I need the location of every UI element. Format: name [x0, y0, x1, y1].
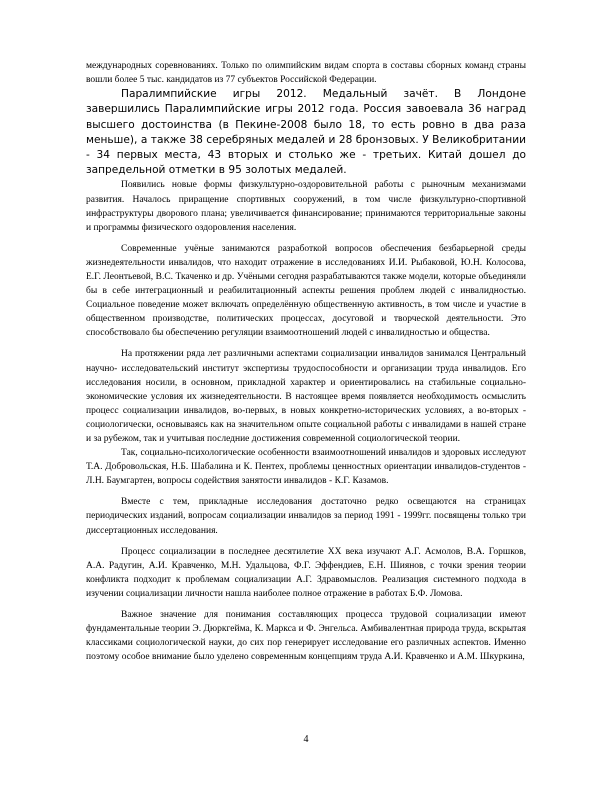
- paragraph-continued: международных соревнованиях. Только по олимпийским видам спорта в составы сборных команд страны вошли более 5 тыс. кандидатов из 77 субъектов Российской Федерации.: [86, 61, 526, 86]
- paragraph-modern-scientists: Современные учёные занимаются разработкой вопросов обеспечения безбарьерной среды жизнедеятельности инвалидов, что находит отражение в исследованиях И.И. Рыбаковой, Ю.Н. Колосова, Е.Г. Леонтьевой, В.С. Ткаченко и др. Учёными сегодня разрабатываются также модели, которые объединяли бы в себе интеграционный и реабилитационный аспекты решения проблем людей с инвалидностью. Социальное поведение может включать определённую общественную активность, в том числе и участие в общественном производстве, политических процессах, досуговой и творческой деятельности. Это способствовало бы обеспечению регуляции взаимоотношений людей с инвалидностью и общества.: [86, 243, 526, 339]
- page-number: 4: [303, 734, 309, 745]
- paragraph-psychological-features: Так, социально-психологические особенности взаимоотношений инвалидов и здоровых исследуют Т.А. Добровольская, Н.Б. Шабалина и К. Пентех, проблемы ценностных ориентации инвалидов-студентов - Л.Н. Баумгартен, вопросы содействия занятости инвалидов - К.Г. Казамов.: [86, 448, 526, 487]
- paragraph-labor-theories: Важное значение для понимания составляющих процесса трудовой социализации имеют фундаментальные теории Э. Дюркгейма, К. Маркса и Ф. Энгельса. Амбивалентная природа труда, вскрытая классиками социологической науки, до сих пор генерирует исследование его различных аспектов. Именно поэтому особое внимание было уделено современным концепциям труда А.И. Кравченко и А.М. Шкуркина,: [86, 610, 526, 663]
- paragraph-applied-research: Вместе с тем, прикладные исследования достаточно редко освещаются на страницах периодических изданий, вопросам социализации инвалидов за период 1991 - 1999гг. посвящены только три диссертационных исследования.: [86, 497, 526, 536]
- paragraph-research-institute: На протяжении ряда лет различными аспектами социализации инвалидов занимался Центральный научно- исследовательский институт экспертизы трудоспособности и организации труда инвалидов. Его исследования носили, в основном, прикладной характер и ориентировались на стабильные социально-экономические условия их жизнедеятельности. В настоящее время появляется необходимость осмыслить процесс социализации инвалидов, во-первых, в новых конкретно-исторических условиях, а во-вторых - социологически, основываясь как на значительном опыте социальной работы с инвалидами в нашей стране и за рубежом, так и учитывая последние достижения современной социологической теории.: [86, 349, 526, 444]
- paragraph-new-forms: Появились новые формы физкультурно-оздоровительной работы с рыночным механизмами развития. Началось приращение спортивных сооружений, в том числе физкультурно-спортивной инфраструктуры дворового плана; увеличивается финансирование; принимаются территориальные законы и программы физического оздоровления населения.: [86, 180, 526, 233]
- text-body: [86, 59, 526, 664]
- paragraph-socialization-process: Процесс социализации в последнее десятилетие XX века изучают А.Г. Асмолов, В.А. Горшков, А.А. Радугин, А.И. Кравченко, М.Н. Удальцова, Ф.Г. Эффендиев, Е.Н. Шиянов, с точки зрения теории конфликта подходит к проблемам социализации А.Г. Здравомыслов. Реализация системного подхода в изучении социализации личности нашла наиболее полное отражение в работах Б.Ф. Ломова.: [86, 546, 526, 599]
- paralympics-paragraph: Паралимпийские игры 2012. Медальный зачёт. В Лондоне завершились Паралимпийские игры 2012 года. Россия завоевала 36 наград высшего достоинства (в Пекине-2008 было 18, то есть ровно в два раза меньше), а также 38 серебряных медалей и 28 бронзовых. У Великобритании - 34 первых места, 43 вторых и столько же - третьих. Китай дошел до запредельной отметки в 95 золотых медалей.: [86, 88, 526, 177]
